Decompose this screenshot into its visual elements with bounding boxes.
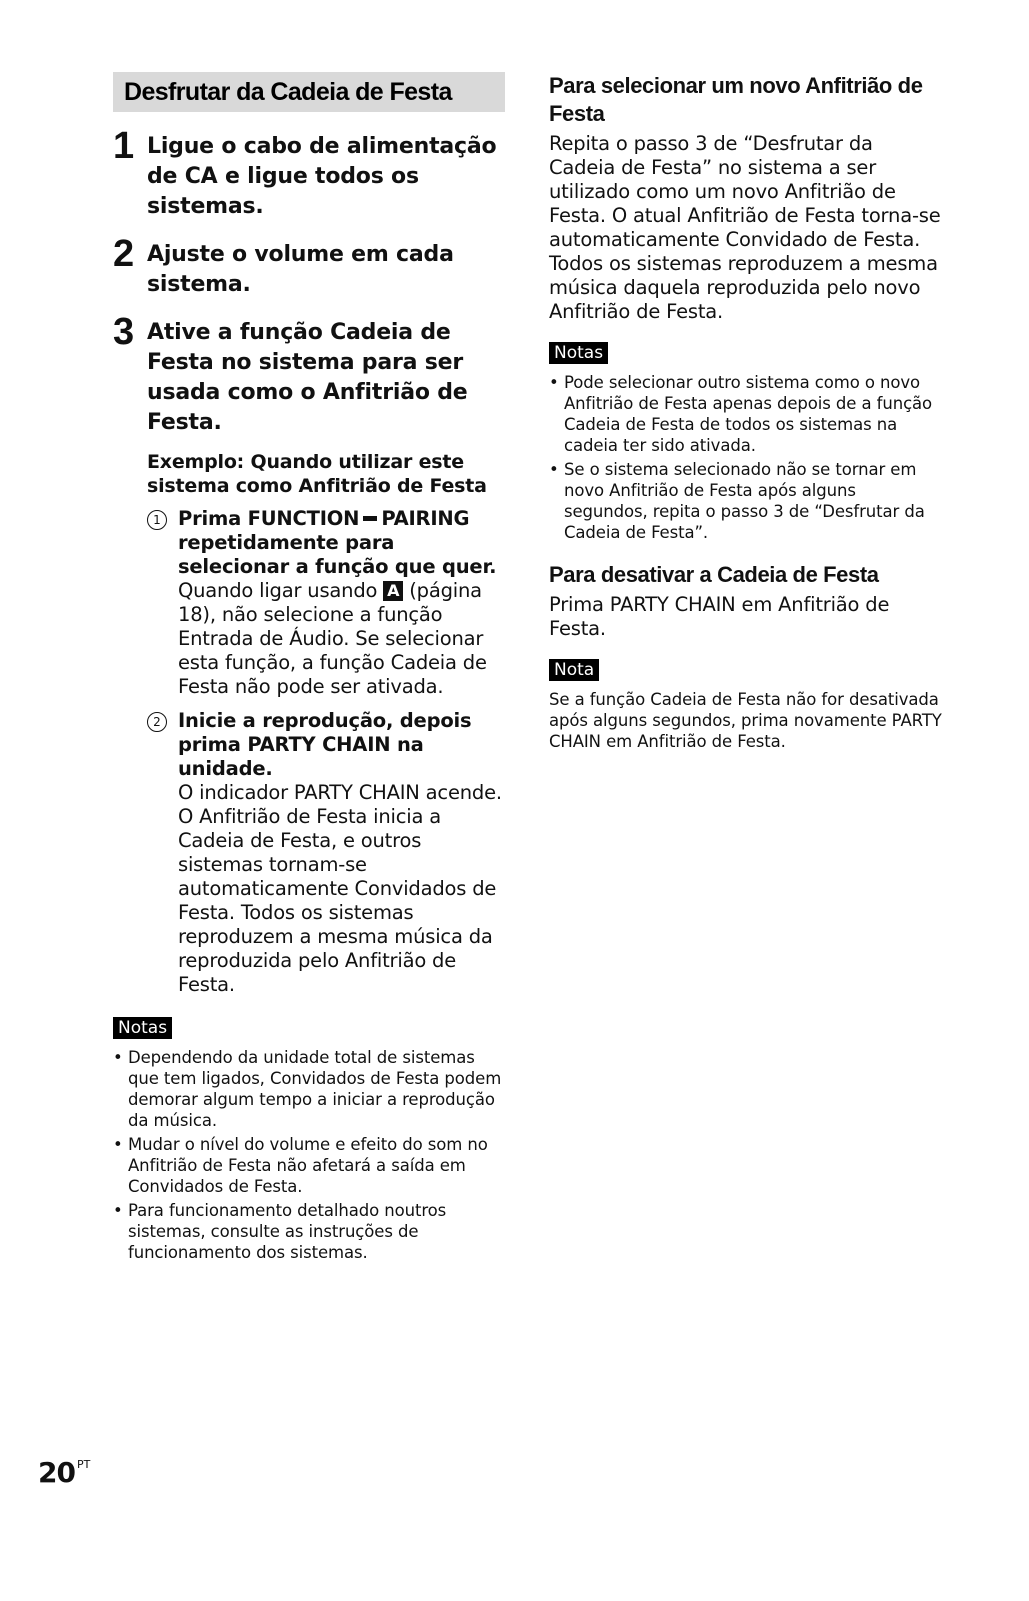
- right-notes: [549, 342, 944, 543]
- note-badge: Nota: [549, 659, 599, 681]
- page-language: PT: [76, 1458, 91, 1471]
- instruction-part-b: PAIRING repetidamente para selecionar a função que quer.: [178, 507, 497, 578]
- step-text: Ative a função Cadeia de Festa no sistema para ser usada como o Anfitrião de Festa.: [147, 320, 468, 435]
- subsection-body: Prima PARTY CHAIN em Anfitrião de Festa.: [549, 593, 890, 640]
- note-item: • Para funcionamento detalhado noutros sistemas, consulte as instruções de funcionamento dos sistemas.: [113, 1200, 505, 1263]
- subsection-body: Repita o passo 3 de “Desfrutar da Cadeia de Festa” no sistema a ser utilizado como um novo Anfitrião de Festa. O atual Anfitrião de Festa torna-se automaticamente Convidado de Festa. Todos os sistemas reproduzem a mesma música daquela reproduzida pelo novo Anfitrião de Festa.: [549, 132, 941, 323]
- section-title: Desfrutar da Cadeia de Festa: [124, 78, 452, 106]
- sub-step-1: [147, 507, 505, 699]
- sub-step-detail: [178, 579, 505, 699]
- circled-number-icon: 2: [147, 712, 167, 732]
- page-number-value: 20: [38, 1456, 75, 1489]
- button-link-icon: [363, 516, 377, 521]
- sub-step-2: [147, 709, 505, 997]
- step-number: 3: [113, 311, 134, 353]
- example-block: [113, 450, 505, 997]
- sub-step-instruction: Inicie a reprodução, depois prima PARTY CHAIN na unidade.: [178, 709, 472, 780]
- step-text: Ajuste o volume em cada sistema.: [147, 242, 454, 297]
- notes-badge: Notas: [113, 1017, 172, 1039]
- right-column: [549, 72, 944, 752]
- section-title-bar: [113, 72, 505, 112]
- step-text: Ligue o cabo de alimentação de CA e ligue todos os sistemas.: [147, 134, 497, 219]
- note-item: • Dependendo da unidade total de sistemas que tem ligados, Convidados de Festa podem demorar algum tempo a iniciar a reprodução da música.: [113, 1047, 505, 1131]
- notes-badge: Notas: [549, 342, 608, 364]
- left-column: [113, 72, 505, 1266]
- step-2: [113, 233, 505, 300]
- note-text: Se a função Cadeia de Festa não for desativada após alguns segundos, prima novamente PARTY CHAIN em Anfitrião de Festa.: [549, 690, 942, 751]
- sub-step-instruction: [178, 507, 505, 579]
- sub-step-detail: O indicador PARTY CHAIN acende. O Anfitrião de Festa inicia a Cadeia de Festa, e outros sistemas tornam-se automaticamente Convidados de Festa. Todos os sistemas reproduzem a mesma música da reproduzida pelo Anfitrião de Festa.: [178, 781, 502, 996]
- notes-list: [549, 372, 944, 543]
- example-title: Exemplo: Quando utilizar este sistema como Anfitrião de Festa: [147, 451, 487, 497]
- detail-part-b: (página 18), não selecione a função Entrada de Áudio. Se selecionar esta função, a função Cadeia de Festa não pode ser ativada.: [178, 579, 487, 698]
- step-number: 2: [113, 233, 134, 275]
- step-1: [113, 125, 505, 222]
- left-notes: [113, 1017, 505, 1263]
- step-3: [113, 311, 505, 438]
- note-item: • Mudar o nível do volume e efeito do som no Anfitrião de Festa não afetará a saída em Convidados de Festa.: [113, 1134, 505, 1197]
- figure-reference-box: A: [383, 581, 403, 601]
- new-host-section: [549, 72, 944, 324]
- page-number: [38, 1456, 90, 1489]
- detail-part-a: Quando ligar usando: [178, 579, 378, 602]
- note-item: • Se o sistema selecionado não se tornar em novo Anfitrião de Festa após alguns segundos, repita o passo 3 de “Desfrutar da Cadeia de Festa”.: [549, 459, 944, 543]
- deactivate-section: [549, 561, 944, 641]
- single-note: [549, 659, 944, 752]
- circled-number-icon: 1: [147, 510, 167, 530]
- note-item: • Pode selecionar outro sistema como o novo Anfitrião de Festa apenas depois de a função Cadeia de Festa de todos os sistemas na cadeia ter sido ativada.: [549, 372, 944, 456]
- notes-list: [113, 1047, 505, 1263]
- instruction-part-a: Prima FUNCTION: [178, 507, 360, 530]
- subsection-heading: Para selecionar um novo Anfitrião de Festa: [549, 73, 923, 126]
- step-number: 1: [113, 125, 134, 167]
- subsection-heading: Para desativar a Cadeia de Festa: [549, 562, 879, 587]
